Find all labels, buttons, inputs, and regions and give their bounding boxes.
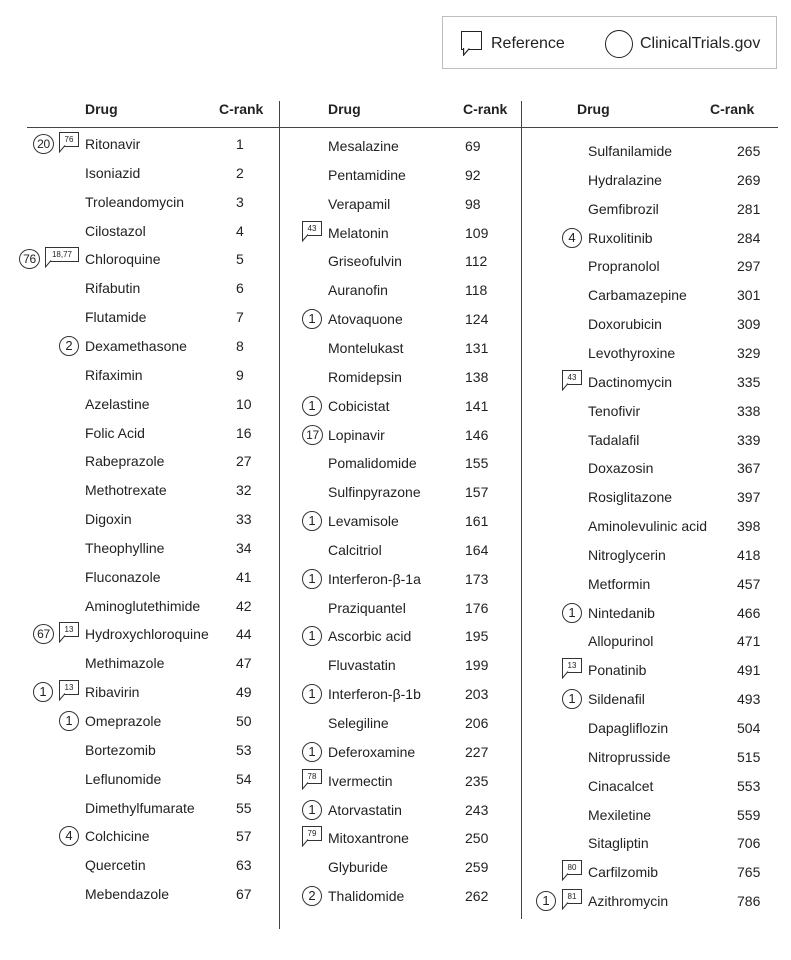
drug-name: Levamisole bbox=[328, 513, 399, 529]
drug-name: Cobicistat bbox=[328, 398, 390, 414]
drug-name: Hydralazine bbox=[588, 172, 662, 188]
table-row bbox=[0, 660, 791, 680]
drug-name: Cinacalcet bbox=[588, 778, 654, 794]
drug-name: Folic Acid bbox=[85, 425, 145, 441]
reference-number: 76 bbox=[59, 132, 79, 147]
c-rank-value: 491 bbox=[737, 662, 761, 678]
table-row bbox=[0, 199, 791, 219]
clinicaltrials-count-badge: 2 bbox=[302, 886, 322, 906]
drug-name: Carfilzomib bbox=[588, 864, 659, 880]
legend-clinicaltrials bbox=[605, 17, 760, 70]
table-row bbox=[0, 689, 791, 709]
c-rank-value: 338 bbox=[737, 403, 761, 419]
drug-name: Tadalafil bbox=[588, 432, 640, 448]
table-row bbox=[0, 343, 791, 363]
drug-name: Digoxin bbox=[85, 511, 132, 527]
drug-name: Aminoglutethimide bbox=[85, 598, 201, 614]
table-row bbox=[0, 285, 791, 305]
clinicaltrials-count-badge: 17 bbox=[302, 425, 323, 445]
c-rank-value: 235 bbox=[465, 773, 489, 789]
clinicaltrials-count-badge: 1 bbox=[302, 742, 322, 762]
drug-name: Montelukast bbox=[328, 340, 404, 356]
drug-name: Rabeprazole bbox=[85, 453, 165, 469]
table-row bbox=[0, 314, 791, 334]
c-rank-value: 398 bbox=[737, 518, 761, 534]
reference-number: 13 bbox=[562, 658, 582, 673]
drug-name: Hydroxychloroquine bbox=[85, 626, 209, 642]
clinicaltrials-count-badge: 1 bbox=[302, 511, 322, 531]
col2-header-rule bbox=[280, 127, 521, 128]
legend-clinicaltrials-label: ClinicalTrials.gov bbox=[640, 34, 761, 52]
drug-name: Sildenafil bbox=[588, 691, 645, 707]
c-rank-value: 9 bbox=[236, 367, 244, 383]
drug-name: Mebendazole bbox=[85, 886, 170, 902]
c-rank-value: 44 bbox=[236, 626, 252, 642]
c-rank-value: 53 bbox=[236, 742, 252, 758]
c-rank-value: 515 bbox=[737, 749, 761, 765]
drug-name: Dexamethasone bbox=[85, 338, 187, 354]
col1-header-rule bbox=[27, 127, 279, 128]
table-row bbox=[0, 776, 791, 796]
clinicaltrials-count-badge: 1 bbox=[302, 396, 322, 416]
table-row bbox=[0, 718, 791, 738]
clinicaltrials-count-badge: 67 bbox=[33, 624, 54, 644]
legend bbox=[442, 16, 777, 69]
drug-name: Ruxolitinib bbox=[588, 230, 653, 246]
drug-name: Troleandomycin bbox=[85, 194, 185, 210]
reference-number: 79 bbox=[302, 826, 322, 841]
drug-name: Ascorbic acid bbox=[328, 628, 412, 644]
c-rank-value: 297 bbox=[737, 258, 761, 274]
drug-name: Mexiletine bbox=[588, 807, 652, 823]
c-rank-value: 243 bbox=[465, 802, 489, 818]
table-row bbox=[0, 833, 791, 853]
drug-name: Allopurinol bbox=[588, 633, 654, 649]
table-row bbox=[0, 805, 791, 825]
drug-name: Mesalazine bbox=[328, 138, 399, 154]
table-row bbox=[0, 516, 791, 536]
c-rank-value: 7 bbox=[236, 309, 244, 325]
c-rank-value: 146 bbox=[465, 427, 489, 443]
drug-name: Nitroprusside bbox=[588, 749, 671, 765]
c-rank-value: 559 bbox=[737, 807, 761, 823]
c-rank-value: 265 bbox=[737, 143, 761, 159]
reference-number: 18,77 bbox=[45, 247, 79, 262]
col1-rank-header: C-rank bbox=[219, 101, 264, 117]
drug-name: Ivermectin bbox=[328, 773, 393, 789]
reference-number: 13 bbox=[59, 622, 79, 637]
reference-number: 43 bbox=[562, 370, 582, 385]
drug-name: Lopinavir bbox=[328, 427, 385, 443]
reference-number: 81 bbox=[562, 889, 582, 904]
c-rank-value: 457 bbox=[737, 576, 761, 592]
reference-callout-icon bbox=[461, 31, 483, 57]
drug-name: Nintedanib bbox=[588, 605, 655, 621]
c-rank-value: 50 bbox=[236, 713, 252, 729]
clinicaltrials-count-badge: 4 bbox=[562, 228, 582, 248]
reference-number: 43 bbox=[302, 221, 322, 236]
drug-name: Quercetin bbox=[85, 857, 146, 873]
c-rank-value: 32 bbox=[236, 482, 252, 498]
reference-callout-icon bbox=[562, 370, 582, 392]
c-rank-value: 339 bbox=[737, 432, 761, 448]
drug-name: Ponatinib bbox=[588, 662, 647, 678]
c-rank-value: 203 bbox=[465, 686, 489, 702]
drug-name: Melatonin bbox=[328, 225, 389, 241]
drug-name: Theophylline bbox=[85, 540, 165, 556]
table-row bbox=[0, 545, 791, 565]
reference-number: 13 bbox=[59, 680, 79, 695]
drug-name: Romidepsin bbox=[328, 369, 402, 385]
drug-name: Chloroquine bbox=[85, 251, 161, 267]
c-rank-value: 10 bbox=[236, 396, 252, 412]
c-rank-value: 138 bbox=[465, 369, 489, 385]
c-rank-value: 6 bbox=[236, 280, 244, 296]
drug-name: Ritonavir bbox=[85, 136, 141, 152]
drug-name: Methotrexate bbox=[85, 482, 167, 498]
legend-reference bbox=[461, 17, 565, 70]
c-rank-value: 161 bbox=[465, 513, 489, 529]
c-rank-value: 49 bbox=[236, 684, 252, 700]
c-rank-value: 112 bbox=[465, 253, 488, 269]
c-rank-value: 195 bbox=[465, 628, 489, 644]
c-rank-value: 176 bbox=[465, 600, 489, 616]
table-row bbox=[0, 141, 791, 161]
drug-name: Ribavirin bbox=[85, 684, 140, 700]
reference-callout-icon bbox=[562, 860, 582, 882]
drug-name: Mitoxantrone bbox=[328, 830, 409, 846]
drug-name: Bortezomib bbox=[85, 742, 156, 758]
c-rank-value: 269 bbox=[737, 172, 761, 188]
drug-name: Atorvastatin bbox=[328, 802, 402, 818]
drug-name: Dimethylfumarate bbox=[85, 800, 195, 816]
c-rank-value: 418 bbox=[737, 547, 761, 563]
drug-name: Rifaximin bbox=[85, 367, 143, 383]
drug-name: Thalidomide bbox=[328, 888, 405, 904]
clinicaltrials-count-badge: 1 bbox=[302, 684, 322, 704]
drug-name: Azithromycin bbox=[588, 893, 669, 909]
c-rank-value: 109 bbox=[465, 225, 489, 241]
c-rank-value: 5 bbox=[236, 251, 244, 267]
c-rank-value: 301 bbox=[737, 287, 761, 303]
c-rank-value: 786 bbox=[737, 893, 761, 909]
drug-name: Selegiline bbox=[328, 715, 389, 731]
drug-name: Rifabutin bbox=[85, 280, 141, 296]
drug-name: Praziquantel bbox=[328, 600, 406, 616]
drug-name: Azelastine bbox=[85, 396, 150, 412]
drug-name: Methimazole bbox=[85, 655, 165, 671]
c-rank-value: 33 bbox=[236, 511, 252, 527]
drug-name: Deferoxamine bbox=[328, 744, 416, 760]
clinicaltrials-count-badge: 2 bbox=[59, 336, 79, 356]
clinicaltrials-count-badge: 1 bbox=[33, 682, 53, 702]
c-rank-value: 34 bbox=[236, 540, 252, 556]
drug-name: Atovaquone bbox=[328, 311, 403, 327]
table-row bbox=[0, 401, 791, 421]
drug-name: Isoniazid bbox=[85, 165, 141, 181]
c-rank-value: 92 bbox=[465, 167, 481, 183]
drug-name: Metformin bbox=[588, 576, 651, 592]
c-rank-value: 3 bbox=[236, 194, 244, 210]
col2-drug-header: Drug bbox=[328, 101, 361, 117]
c-rank-value: 173 bbox=[465, 571, 489, 587]
reference-callout-icon bbox=[562, 658, 582, 680]
drug-name: Pentamidine bbox=[328, 167, 406, 183]
clinicaltrials-count-badge: 1 bbox=[59, 711, 79, 731]
c-rank-value: 41 bbox=[236, 569, 252, 585]
c-rank-value: 98 bbox=[465, 196, 481, 212]
c-rank-value: 281 bbox=[737, 201, 761, 217]
c-rank-value: 42 bbox=[236, 598, 252, 614]
drug-name: Sulfanilamide bbox=[588, 143, 673, 159]
clinicaltrials-circle-icon bbox=[605, 30, 633, 58]
c-rank-value: 55 bbox=[236, 800, 252, 816]
table-row bbox=[0, 372, 791, 392]
clinicaltrials-count-badge: 1 bbox=[536, 891, 556, 911]
c-rank-value: 164 bbox=[465, 542, 489, 558]
c-rank-value: 199 bbox=[465, 657, 489, 673]
drug-name: Propranolol bbox=[588, 258, 660, 274]
reference-number: 80 bbox=[562, 860, 582, 875]
drug-name: Levothyroxine bbox=[588, 345, 676, 361]
c-rank-value: 118 bbox=[465, 282, 488, 298]
c-rank-value: 124 bbox=[465, 311, 489, 327]
clinicaltrials-count-badge: 20 bbox=[33, 134, 54, 154]
drug-name: Gemfibrozil bbox=[588, 201, 659, 217]
c-rank-value: 67 bbox=[236, 886, 252, 902]
c-rank-value: 471 bbox=[737, 633, 761, 649]
c-rank-value: 16 bbox=[236, 425, 252, 441]
c-rank-value: 309 bbox=[737, 316, 761, 332]
c-rank-value: 206 bbox=[465, 715, 489, 731]
drug-name: Dactinomycin bbox=[588, 374, 673, 390]
table-row bbox=[0, 256, 791, 276]
drug-name: Carbamazepine bbox=[588, 287, 687, 303]
col3-header-rule bbox=[522, 127, 778, 128]
drug-name: Griseofulvin bbox=[328, 253, 402, 269]
clinicaltrials-count-badge: 1 bbox=[562, 603, 582, 623]
drug-name: Sulfinpyrazone bbox=[328, 484, 421, 500]
clinicaltrials-count-badge: 4 bbox=[59, 826, 79, 846]
clinicaltrials-count-badge: 1 bbox=[302, 800, 322, 820]
drug-name: Fluvastatin bbox=[328, 657, 396, 673]
drug-name: Nitroglycerin bbox=[588, 547, 666, 563]
c-rank-value: 2 bbox=[236, 165, 244, 181]
col1-drug-header: Drug bbox=[85, 101, 118, 117]
c-rank-value: 259 bbox=[465, 859, 489, 875]
c-rank-value: 367 bbox=[737, 460, 761, 476]
drug-name: Fluconazole bbox=[85, 569, 161, 585]
c-rank-value: 47 bbox=[236, 655, 252, 671]
drug-name: Doxazosin bbox=[588, 460, 654, 476]
reference-callout-icon bbox=[562, 889, 582, 911]
table-row bbox=[0, 430, 791, 450]
c-rank-value: 54 bbox=[236, 771, 252, 787]
c-rank-value: 8 bbox=[236, 338, 244, 354]
c-rank-value: 57 bbox=[236, 828, 252, 844]
c-rank-value: 262 bbox=[465, 888, 489, 904]
drug-name: Interferon-β-1b bbox=[328, 686, 421, 702]
drug-name: Pomalidomide bbox=[328, 455, 417, 471]
table-row bbox=[0, 228, 791, 248]
drug-name: Flutamide bbox=[85, 309, 147, 325]
clinicaltrials-count-badge: 76 bbox=[19, 249, 40, 269]
table-row bbox=[0, 574, 791, 594]
c-rank-value: 155 bbox=[465, 455, 489, 471]
drug-name: Omeprazole bbox=[85, 713, 162, 729]
c-rank-value: 141 bbox=[465, 398, 489, 414]
drug-name: Dapagliflozin bbox=[588, 720, 669, 736]
col3-drug-header: Drug bbox=[577, 101, 610, 117]
drug-name: Tenofivir bbox=[588, 403, 641, 419]
drug-name: Calcitriol bbox=[328, 542, 382, 558]
drug-name: Leflunomide bbox=[85, 771, 162, 787]
clinicaltrials-count-badge: 1 bbox=[302, 569, 322, 589]
c-rank-value: 329 bbox=[737, 345, 761, 361]
drug-name: Doxorubicin bbox=[588, 316, 662, 332]
c-rank-value: 397 bbox=[737, 489, 761, 505]
table-row bbox=[0, 458, 791, 478]
table-row bbox=[0, 891, 791, 911]
drug-name: Interferon-β-1a bbox=[328, 571, 421, 587]
drug-name: Sitagliptin bbox=[588, 835, 649, 851]
drug-name: Colchicine bbox=[85, 828, 150, 844]
c-rank-value: 227 bbox=[465, 744, 489, 760]
table-row bbox=[0, 631, 791, 651]
c-rank-value: 27 bbox=[236, 453, 252, 469]
col3-rank-header: C-rank bbox=[710, 101, 755, 117]
reference-number: 78 bbox=[302, 769, 322, 784]
table-row bbox=[0, 487, 791, 507]
legend-reference-label: Reference bbox=[491, 34, 565, 52]
drug-name: Aminolevulinic acid bbox=[588, 518, 708, 534]
clinicaltrials-count-badge: 1 bbox=[302, 626, 322, 646]
c-rank-value: 466 bbox=[737, 605, 761, 621]
c-rank-value: 706 bbox=[737, 835, 761, 851]
drug-name: Rosiglitazone bbox=[588, 489, 673, 505]
c-rank-value: 504 bbox=[737, 720, 761, 736]
c-rank-value: 131 bbox=[465, 340, 489, 356]
table-row bbox=[0, 603, 791, 623]
c-rank-value: 157 bbox=[465, 484, 489, 500]
table-row bbox=[0, 170, 791, 190]
clinicaltrials-count-badge: 1 bbox=[302, 309, 322, 329]
drug-name: Auranofin bbox=[328, 282, 388, 298]
c-rank-value: 765 bbox=[737, 864, 761, 880]
c-rank-value: 553 bbox=[737, 778, 761, 794]
c-rank-value: 250 bbox=[465, 830, 489, 846]
table-row bbox=[0, 747, 791, 767]
c-rank-value: 4 bbox=[236, 223, 244, 239]
drug-name: Cilostazol bbox=[85, 223, 146, 239]
col2-rank-header: C-rank bbox=[463, 101, 508, 117]
c-rank-value: 63 bbox=[236, 857, 252, 873]
c-rank-value: 493 bbox=[737, 691, 761, 707]
c-rank-value: 284 bbox=[737, 230, 761, 246]
drug-name: Verapamil bbox=[328, 196, 391, 212]
drug-name: Glyburide bbox=[328, 859, 388, 875]
c-rank-value: 335 bbox=[737, 374, 761, 390]
table-row bbox=[0, 862, 791, 882]
c-rank-value: 69 bbox=[465, 138, 481, 154]
clinicaltrials-count-badge: 1 bbox=[562, 689, 582, 709]
c-rank-value: 1 bbox=[236, 136, 244, 152]
